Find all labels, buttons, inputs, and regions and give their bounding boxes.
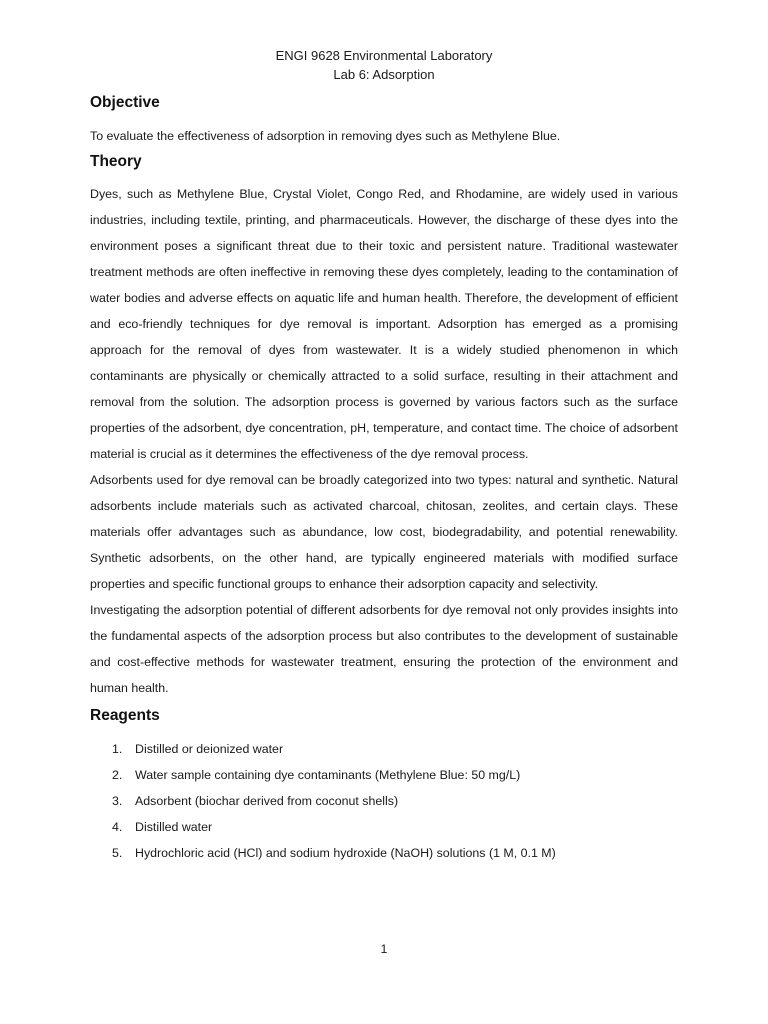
list-item-text: Hydrochloric acid (HCl) and sodium hydroxide (NaOH) solutions (1 M, 0.1 M) — [135, 846, 556, 860]
list-item — [90, 736, 690, 762]
objective-heading: Objective — [90, 94, 160, 111]
list-number: 3. — [112, 794, 123, 808]
list-item-text: Water sample containing dye contaminants (Methylene Blue: 50 mg/L) — [135, 768, 521, 782]
document-header — [0, 46, 768, 84]
list-item — [90, 788, 690, 814]
lab-title: Lab 6: Adsorption — [333, 67, 435, 82]
list-number: 2. — [112, 768, 123, 782]
list-number: 1. — [112, 742, 123, 756]
theory-body — [90, 181, 678, 701]
list-item — [90, 762, 690, 788]
page-number: 1 — [380, 942, 388, 956]
theory-paragraph: Adsorbents used for dye removal can be broadly categorized into two types: natural and synthetic. Natural adsorbents include materials such as activated charcoal, chitosan, zeolites, and certain clays. These materials offer advantages such as abundance, low cost, biodegradability, and potential renewability. Synthetic adsorbents, on the other hand, are typically engineered materials with modified surface properties and specific functional groups to enhance their adsorption capacity and selectivity. — [90, 473, 678, 591]
list-item-text: Adsorbent (biochar derived from coconut shells) — [135, 794, 399, 808]
list-item — [90, 840, 690, 866]
theory-paragraph: Investigating the adsorption potential of different adsorbents for dye removal not only provides insights into the fundamental aspects of the adsorption process but also contributes to the development of sustainable and cost-effective methods for wastewater treatment, ensuring the protection of the environment and human health. — [90, 603, 678, 695]
course-title: ENGI 9628 Environmental Laboratory — [275, 48, 493, 63]
reagents-list — [90, 736, 690, 866]
reagents-heading: Reagents — [90, 707, 160, 724]
theory-heading: Theory — [90, 153, 142, 170]
theory-paragraph: Dyes, such as Methylene Blue, Crystal Violet, Congo Red, and Rhodamine, are widely used in various industries, including textile, printing, and pharmaceuticals. However, the discharge of these dyes into the environment poses a significant threat due to their toxic and persistent nature. Traditional wastewater treatment methods are often ineffective in removing these dyes completely, leading to the contamination of water bodies and adverse effects on aquatic life and human health. Therefore, the development of efficient and eco-friendly techniques for dye removal is important. Adsorption has emerged as a promising approach for the removal of dyes from wastewater. It is a widely studied phenomenon in which contaminants are physically or chemically attracted to a solid surface, resulting in their attachment and removal from the solution. The adsorption process is governed by various factors such as the surface properties of the adsorbent, dye concentration, pH, temperature, and contact time. The choice of adsorbent material is crucial as it determines the effectiveness of the dye removal process. — [90, 187, 678, 461]
list-item-text: Distilled or deionized water — [135, 742, 284, 756]
list-item-text: Distilled water — [135, 820, 213, 834]
list-number: 4. — [112, 820, 123, 834]
list-number: 5. — [112, 846, 123, 860]
objective-text: To evaluate the effectiveness of adsorption in removing dyes such as Methylene Blue. — [90, 129, 561, 143]
list-item — [90, 814, 690, 840]
